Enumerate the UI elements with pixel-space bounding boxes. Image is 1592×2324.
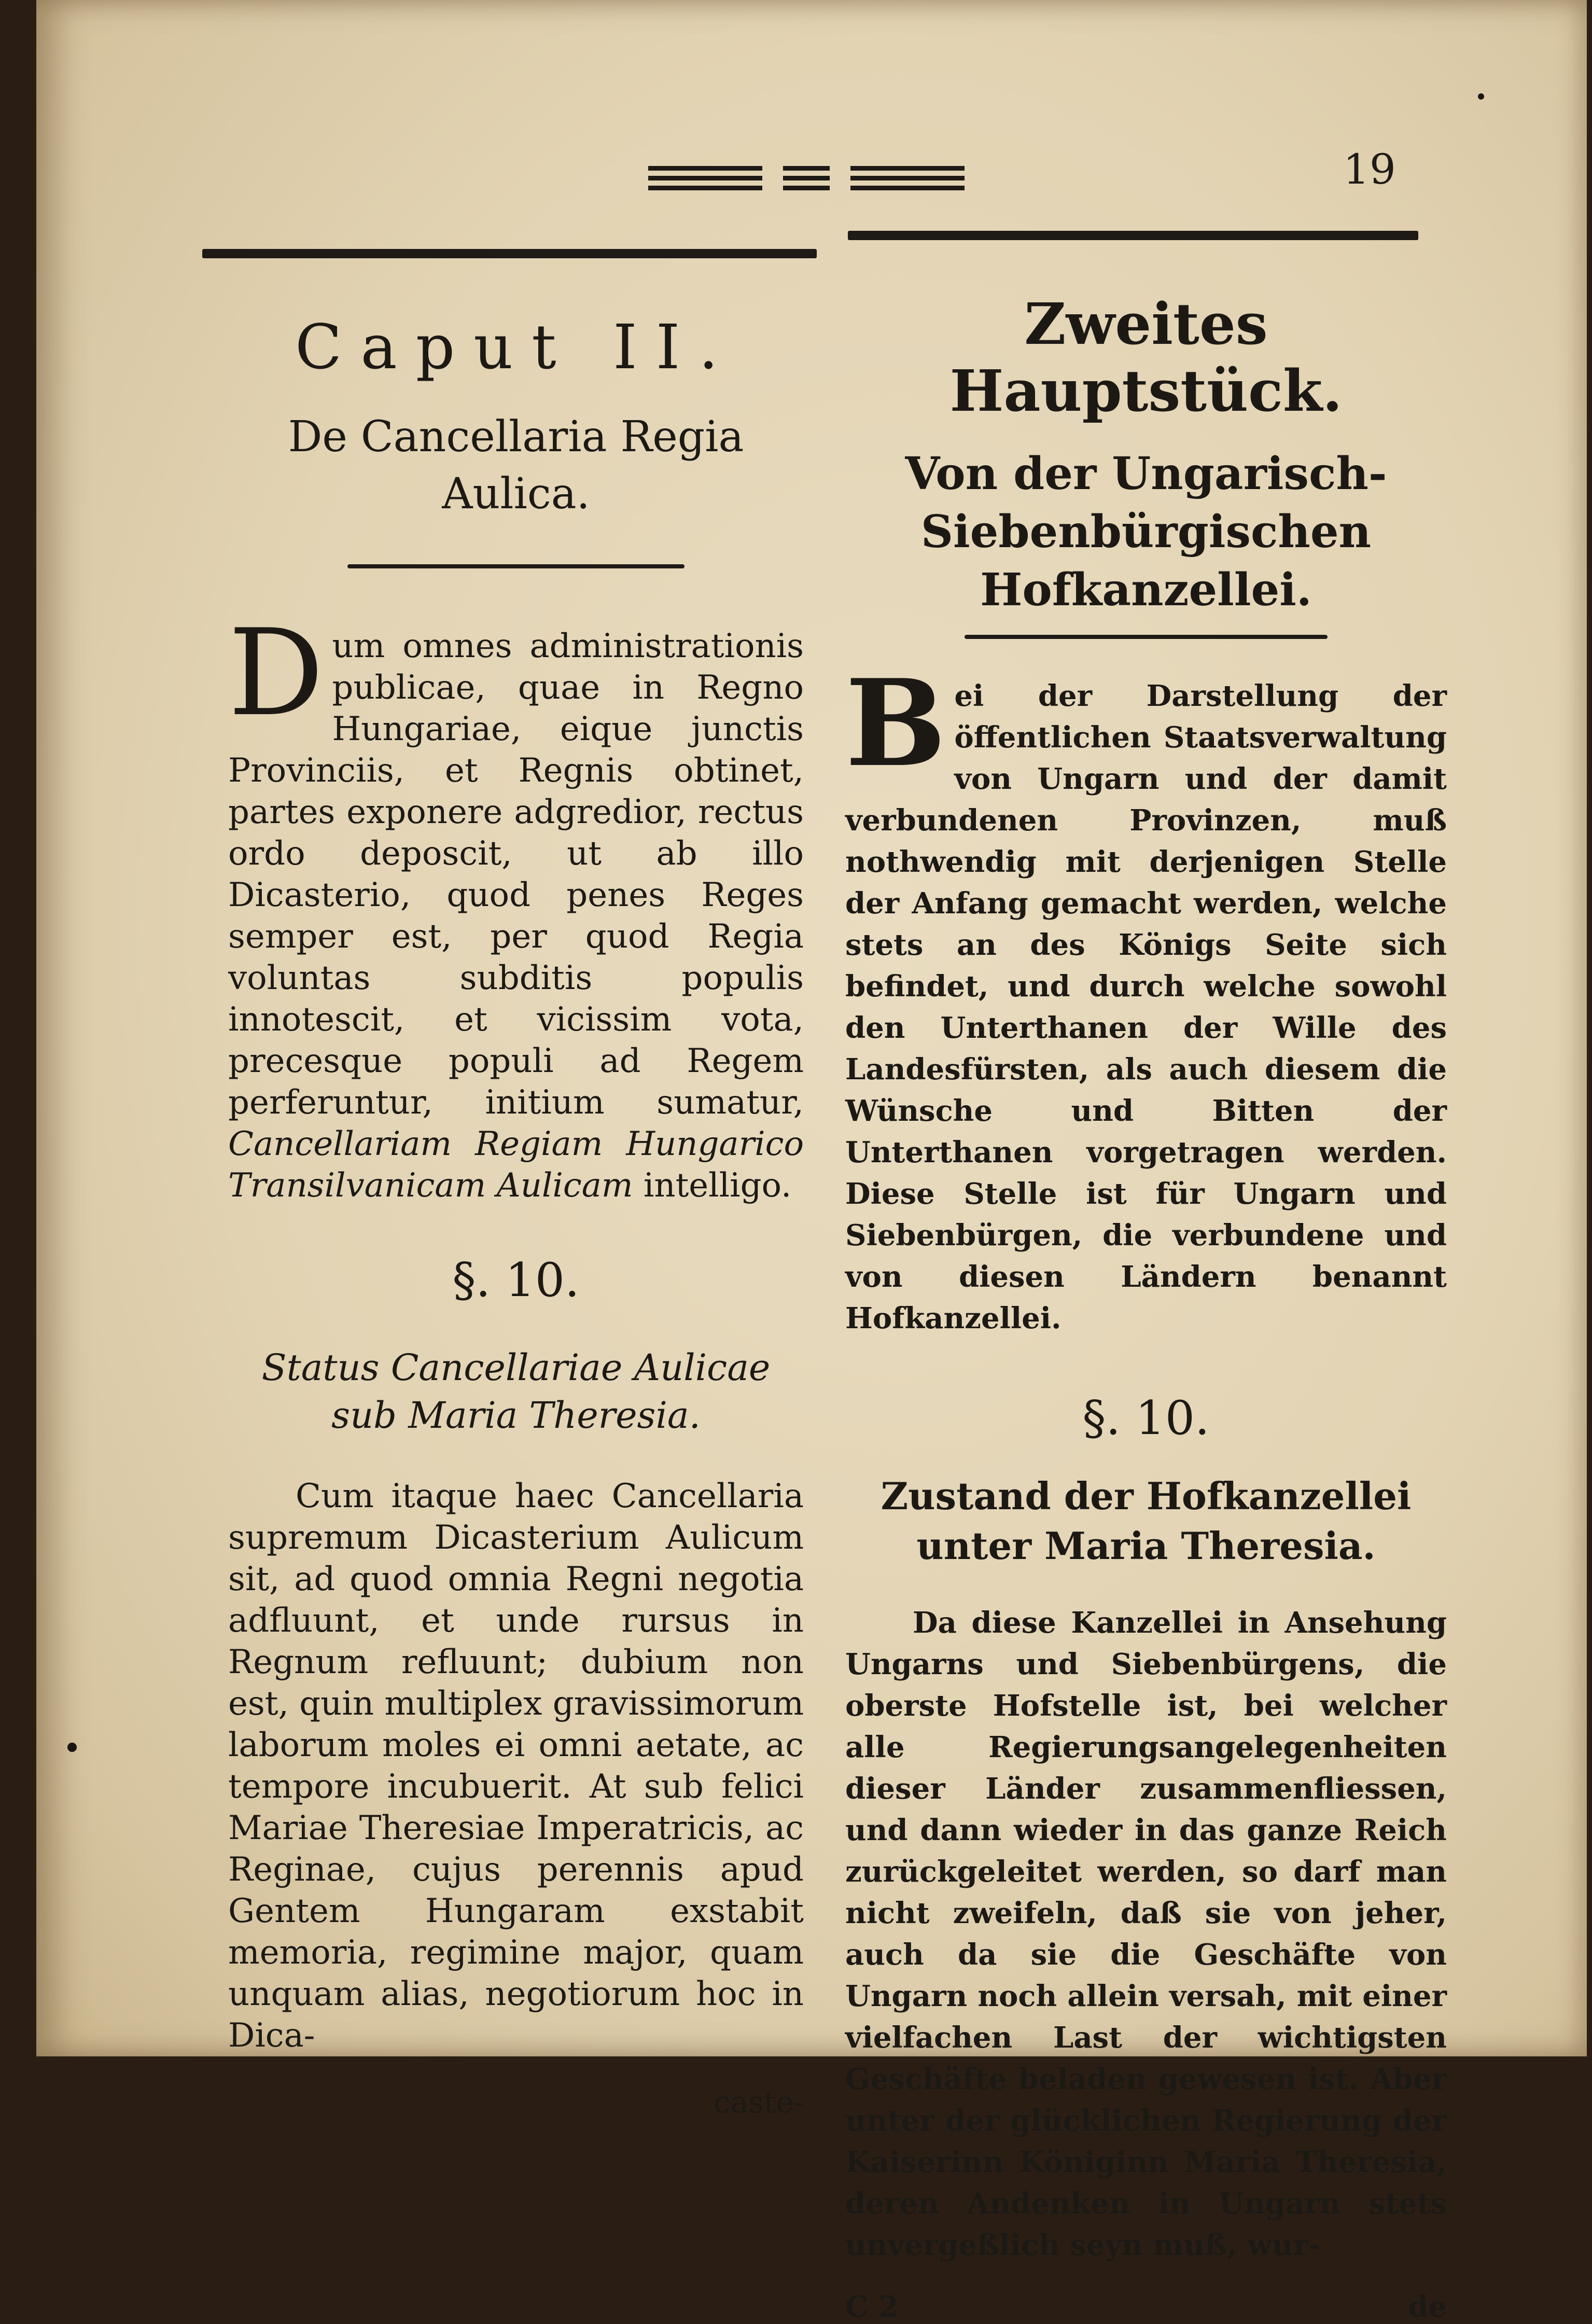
latin-paragraph-1-text: um omnes administrationis publicae, quae in Regno Hungariae, eique junctis Provinciis, et Regnis obtinet, partes exponere adgredior, rectus ordo deposcit, ut ab illo Dicasterio, quod penes Reges semper est, per quod Regia voluntas subditis populis innotescit, et vicissim vota, precesque populi ad Regem perferuntur, initium sumatur, [228,627,804,1122]
signature-mark: C 2 [845,2290,899,2324]
german-paragraph-1 [845,653,1447,1339]
german-subtitle-rule [965,635,1328,639]
german-section-mark: §. 10. [1082,1391,1210,1445]
ink-spot-icon [1478,93,1484,100]
latin-catchword: caste- [713,2084,804,2120]
latin-chapter-subtitle: De Cancellaria Regia Aulica. [288,412,744,519]
german-column [845,290,1447,2324]
latin-column [228,311,804,2120]
german-chapter-subtitle: Von der Ungarisch-Siebenbürgischen Hofkanzellei. [905,448,1387,616]
latin-section-title: Status Cancellariae Aulicae sub Maria Theresia. [261,1346,771,1437]
ornament-star-icon [783,166,830,190]
ornament-bars-right-icon [850,166,965,190]
book-page [36,0,1587,2324]
german-paragraph-1-text: ei der Darstellung der öffentlichen Staatsverwaltung von Ungarn und der damit verbundenen Provinzen, muß nothwendig mit derjenigen Stelle der Anfang gemacht werden, welche stets an des Königs Seite sich befindet, und durch welche sowohl den Unterthanen der Wille des Landesfürsten, als auch diesem die Wünsche und Bitten der Unterthanen vorgetragen werden. Diese Stelle ist für Ungarn und Siebenbürgen, die verbundene und von diesen Ländern benannt Hofkanzellei. [845,679,1447,1335]
page-number: 19 [1343,145,1396,193]
german-footer [845,2290,1447,2324]
latin-paragraph-1-end: intelligo. [643,1166,792,1205]
latin-paragraph-1 [228,604,804,1206]
right-header-rule [848,231,1418,240]
latin-section-mark: §. 10. [452,1253,580,1307]
german-dropcap: B [845,653,946,794]
header-ornament [648,166,965,190]
latin-dropcap: D [228,604,324,743]
latin-paragraph-2: Cum itaque haec Cancellaria supremum Dicasterium Aulicum sit, ad quod omnia Regni negotia adfluunt, et unde rursus in Regnum refluunt; dubium non est, quin multiplex gravissimorum laborum moles ei omni aetate, ac tempore incubuerit. At sub felici Mariae Theresiae Imperatricis, ac Reginae, cujus perennis apud Gentem Hungaram exstabit memoria, regimine major, quam unquam alias, negotiorum hoc in Dica- [228,1477,804,2055]
ink-spot-icon [67,1743,77,1752]
german-section-title: Zustand der Hofkanzellei unter Maria Theresia. [881,1474,1412,1568]
german-paragraph-2: Da diese Kanzellei in Ansehung Ungarns und Siebenbürgens, die oberste Hofstelle ist, bei welcher alle Regierungsangelegenheiten dieser Länder zusammenfliessen, und dann wieder in das ganze Reich zurückgeleitet werden, so darf man nicht zweifeln, daß sie von jeher, auch da sie die Geschäfte von Ungarn noch allein versah, mit einer vielfachen Last der wichtigsten Geschäfte beladen gewesen ist. Aber unter der glücklichen Regierung der Kaiserinn Königinn Maria Theresia, deren Andenken in Ungarn stets unvergeßlich seyn muß, wur- [845,1606,1447,2262]
latin-subtitle-rule [347,564,685,568]
left-header-rule [202,249,817,258]
ornament-bars-left-icon [648,166,762,190]
latin-chapter-title: Caput II. [295,311,737,383]
german-chapter-title: Zweites Hauptstück. [949,290,1343,424]
german-catchword: de [1408,2290,1447,2324]
latin-paragraph-1-italic: Cancellariam Regiam Hungarico Transilvanicam Aulicam [228,1125,804,1205]
